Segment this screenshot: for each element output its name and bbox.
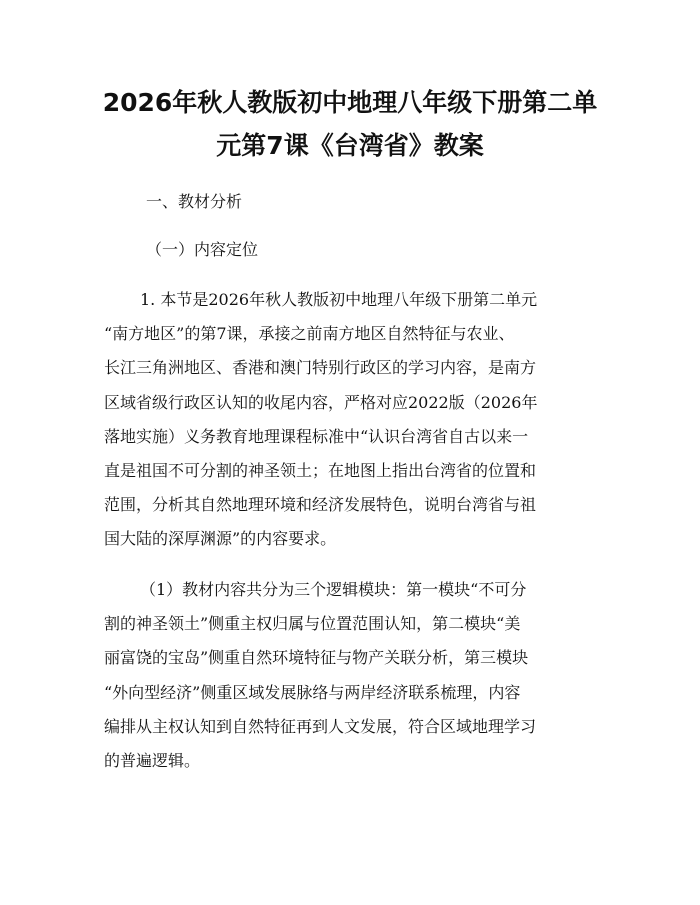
subsection-heading-content-positioning: （一）内容定位 <box>146 240 259 259</box>
paragraph-line: 落地实施）义务教育地理课程标准中“认识台湾省自古以来一 <box>104 427 529 446</box>
paragraph-line: 国大陆的深厚渊源”的内容要求。 <box>104 529 337 548</box>
paragraph-line: 长江三角洲地区、香港和澳门特别行政区的学习内容，是南方 <box>104 358 537 377</box>
paragraph-line: “外向型经济”侧重区域发展脉络与两岸经济联系梳理，内容 <box>104 683 521 702</box>
section-heading-materials-analysis: 一、教材分析 <box>146 192 243 211</box>
paragraph-line: 编排从主权认知到自然特征再到人文发展，符合区域地理学习 <box>104 717 537 736</box>
paragraph-line: 范围，分析其自然地理环境和经济发展特色，说明台湾省与祖 <box>104 495 537 514</box>
document-title-line-1: 2026年秋人教版初中地理八年级下册第二单 <box>102 88 598 117</box>
paragraph-line: 直是祖国不可分割的神圣领土；在地图上指出台湾省的位置和 <box>104 461 537 480</box>
paragraph-line: 区域省级行政区认知的收尾内容，严格对应2022版（2026年 <box>104 393 538 412</box>
paragraph-line: 割的神圣领土”侧重主权归属与位置范围认知，第二模块“美 <box>104 614 521 633</box>
paragraph-line: 丽富饶的宝岛”侧重自然环境特征与物产关联分析，第三模块 <box>104 648 529 667</box>
paragraph-line: “南方地区”的第7课，承接之前南方地区自然特征与农业、 <box>104 324 515 343</box>
paragraph-line: 1. 本节是2026年秋人教版初中地理八年级下册第二单元 <box>140 290 538 309</box>
paragraph-line: （1）教材内容共分为三个逻辑模块：第一模块“不可分 <box>140 580 527 599</box>
paragraph-line: 的普遍逻辑。 <box>104 751 201 770</box>
document-title-line-2: 元第7课《台湾省》教案 <box>216 131 484 160</box>
